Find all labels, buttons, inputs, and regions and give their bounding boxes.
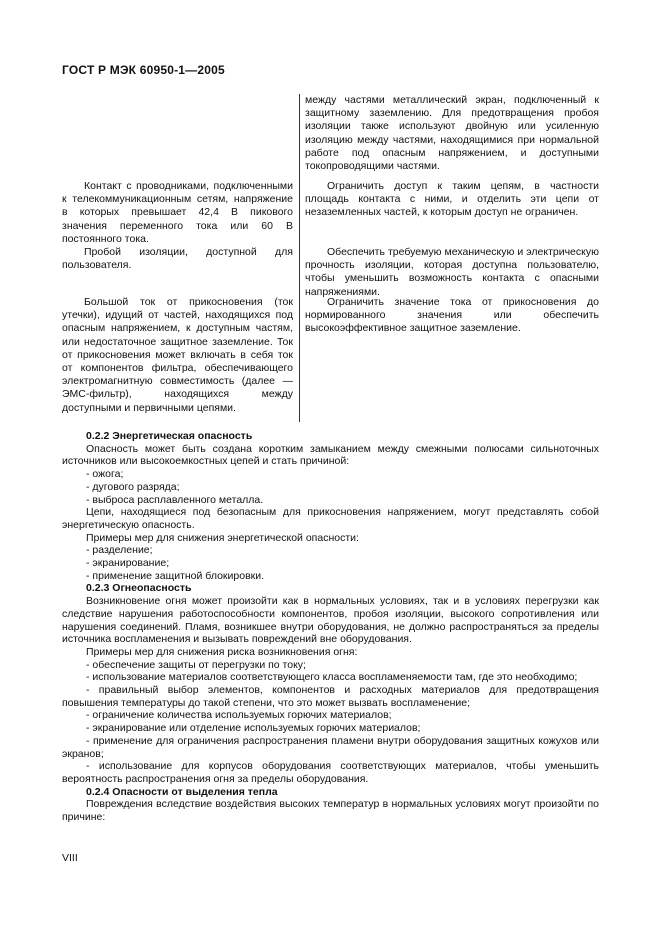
paragraph: Цепи, находящиеся под безопасным для прикосновения напряжением, могут представлять собой энергетическую опасность. bbox=[62, 506, 599, 531]
paragraph: Возникновение огня может произойти как в нормальных условиях, так и в условиях перегрузки как следствие нарушения работоспособности компонентов, пробоя изоляции, высокого сопротивления или нарушения соединений. Пламя, возникшее внутри оборудования, не должно распространяться за пределы источника воспламенения и вызывать повреждений вне оборудования. bbox=[62, 595, 599, 646]
table-cell-continuation: между частями металлический экран, подключенный к защитному заземлению. Для предотвращения пробоя изоляции также используют двойную или усиленную изоляцию между частями, находящимися при нормальной работе под опасным напряжением, и доступными токопроводящими частями. bbox=[305, 94, 599, 173]
table-cell-hazard-2: Пробой изоляции, доступной для пользователя. bbox=[62, 246, 293, 272]
list-item: - применение защитной блокировки. bbox=[86, 569, 265, 582]
section-heading-0-2-3: 0.2.3 Огнеопасность bbox=[86, 582, 192, 595]
list-item: - ограничение количества используемых горючих материалов; bbox=[86, 709, 392, 722]
section-heading-0-2-2: 0.2.2 Энергетическая опасность bbox=[86, 430, 253, 442]
list-item: - применение для ограничения распространения пламени внутри оборудования защитных кожухов или экранов; bbox=[62, 734, 599, 760]
document-body bbox=[62, 430, 599, 824]
paragraph: Примеры мер для снижения риска возникновения огня: bbox=[86, 645, 358, 658]
list-item: - экранирование; bbox=[86, 557, 170, 570]
paragraph: Повреждения вследствие воздействия высоких температур в нормальных условиях могут произойти по причине: bbox=[62, 798, 599, 824]
hazard-measures-table bbox=[62, 94, 599, 422]
list-item: - выброса расплавленного металла. bbox=[86, 493, 264, 506]
list-item: - использование материалов соответствующего класса воспламеняемости там, где это необходимо; bbox=[86, 671, 578, 684]
list-burn-causes bbox=[62, 468, 599, 506]
list-energy-measures bbox=[62, 544, 599, 582]
table-cell-measure-1: Ограничить доступ к таким цепям, в частности площадь контакта с ними, и отделить эти цепи от незаземленных частей, к которым доступ не ограничен. bbox=[305, 180, 599, 219]
paragraph: Опасность может быть создана коротким замыканием между смежными полюсами сильноточных источников или высокоемкостных цепей и стать причиной: bbox=[62, 442, 599, 468]
column-divider bbox=[299, 94, 300, 422]
table-cell-measure-3: Ограничить значение тока от прикосновения до нормированного значения или обеспечить высокоэффективное защитное заземление. bbox=[305, 296, 599, 335]
list-item: - экранирование или отделение используемых горючих материалов; bbox=[86, 722, 421, 735]
list-item: - ожога; bbox=[86, 468, 124, 481]
list-item: - разделение; bbox=[86, 544, 153, 557]
list-item: - использование для корпусов оборудования соответствующих материалов, чтобы уменьшить вероятность распространения огня за пределы оборудования. bbox=[62, 760, 599, 785]
list-item: - обеспечение защиты от перегрузки по току; bbox=[86, 658, 306, 671]
document-header: ГОСТ Р МЭК 60950-1—2005 bbox=[62, 63, 225, 77]
table-cell-hazard-1: Контакт с проводниками, подключенными к телекоммуникационным сетям, напряжение в которых превышает 42,4 В пикового значения переменного тока или 60 В постоянного тока. bbox=[62, 180, 293, 245]
paragraph: Примеры мер для снижения энергетической опасности: bbox=[86, 531, 359, 544]
list-item: - правильный выбор элементов, компонентов и расходных материалов для предотвращения повышения температуры до такой степени, что это может вызвать воспламенение; bbox=[62, 684, 599, 709]
table-cell-measure-2: Обеспечить требуемую механическую и электрическую прочность изоляции, которая доступна пользователю, чтобы уменьшить возможность контакта с опасными напряжениями. bbox=[305, 246, 599, 298]
section-heading-0-2-4: 0.2.4 Опасности от выделения тепла bbox=[86, 785, 278, 798]
page-number: VIII bbox=[62, 852, 78, 864]
table-cell-hazard-3: Большой ток от прикосновения (ток утечки), идущий от частей, находящихся под опасным напряжением, к доступным частям, или недостаточное защитное заземление. Ток от прикосновения может включать в себя ток от компонентов фильтра, обеспечивающего электромагнитную совместимость (далее — ЭМС-фильтр), находящихся между доступными и первичными цепями. bbox=[62, 296, 293, 414]
list-fire-measures bbox=[62, 659, 599, 786]
list-item: - дугового разряда; bbox=[86, 480, 180, 493]
